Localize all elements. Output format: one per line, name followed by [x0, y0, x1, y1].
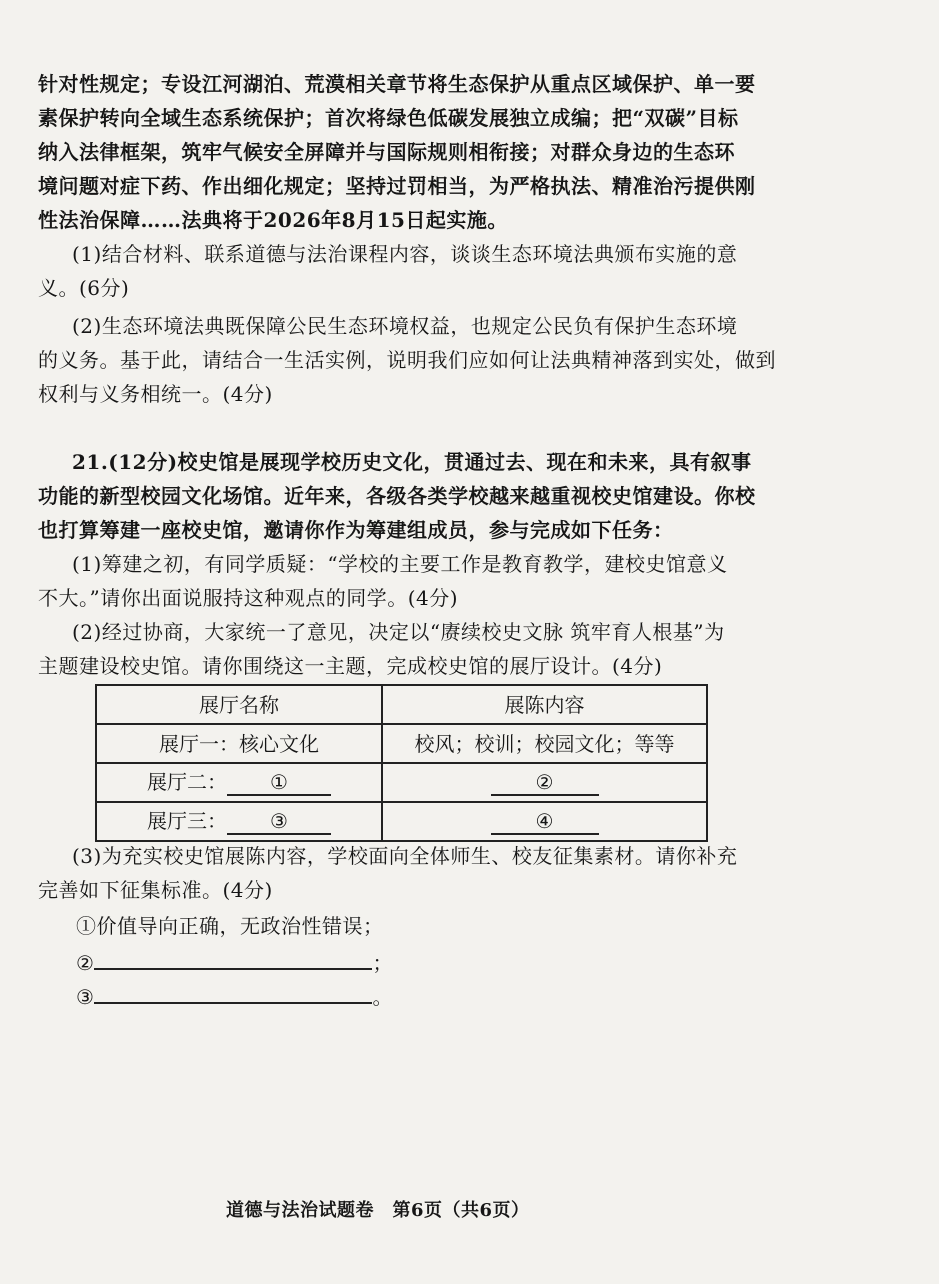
table-header-row [96, 685, 707, 724]
hall-2-content-cell [382, 763, 707, 802]
hall-2-name-cell [96, 763, 382, 802]
hall-3-content-cell [382, 802, 707, 841]
q20-sub2-line-2: 的义务。基于此，请结合一生活实例，说明我们应如何让法典精神落到实处，做到 [38, 348, 776, 372]
hall-1-content: 校风；校训；校园文化；等等 [382, 724, 707, 763]
header-hall-name: 展厅名称 [96, 685, 382, 724]
table-row [96, 724, 707, 763]
q20-sub1-line-1: (1)结合材料、联系道德与法治课程内容，谈谈生态环境法典颁布实施的意 [72, 242, 738, 266]
criterion-3-end: 。 [372, 985, 393, 1009]
q21-stem-line-2: 功能的新型校园文化场馆。近年来，各级各类学校越来越重视校史馆建设。你校 [38, 484, 756, 508]
q21-sub1-line-2: 不大。”请你出面说服持这种观点的同学。(4分) [38, 586, 459, 610]
table-row [96, 763, 707, 802]
hall-3-content-blank[interactable]: ④ [491, 809, 599, 835]
q21-stem-line-3: 也打算筹建一座校史馆，邀请你作为筹建组成员，参与完成如下任务： [38, 518, 674, 542]
hall-2-content-blank[interactable]: ② [491, 770, 599, 796]
material-line-5: 性法治保障……法典将于2026年8月15日起实施。 [38, 208, 508, 232]
criterion-3-marker: ③ [76, 985, 95, 1009]
material-line-4: 境问题对症下药、作出细化规定；坚持过罚相当，为严格执法、精准治污提供刚 [38, 174, 756, 198]
q20-sub1-line-2: 义。(6分) [38, 276, 130, 300]
criterion-2-row [76, 948, 393, 977]
material-line-1: 针对性规定；专设江河湖泊、荒漠相关章节将生态保护从重点区域保护、单一要 [38, 72, 756, 96]
material-line-3: 纳入法律框架，筑牢气候安全屏障并与国际规则相衔接；对群众身边的生态环 [38, 140, 735, 164]
criterion-2-end: ； [372, 951, 393, 975]
q20-sub2-line-3: 权利与义务相统一。(4分) [38, 382, 273, 406]
q21-stem-line-1: 21.(12分)校史馆是展现学校历史文化，贯通过去、现在和未来，具有叙事 [72, 450, 752, 474]
header-exhibit-content: 展陈内容 [382, 685, 707, 724]
page-footer: 道德与法治试题卷 第6页（共6页） [226, 1200, 530, 1221]
hall-2-label: 展厅二： [147, 769, 227, 794]
hall-3-name-blank[interactable]: ③ [227, 809, 331, 835]
criterion-3-row [76, 982, 393, 1011]
criterion-3-answer-blank[interactable] [94, 982, 372, 1004]
q21-sub2-line-1: (2)经过协商，大家统一了意见，决定以“赓续校史文脉 筑牢育人根基”为 [72, 620, 725, 644]
table-row [96, 802, 707, 841]
hall-3-label: 展厅三： [147, 808, 227, 833]
hall-1-name: 展厅一：核心文化 [96, 724, 382, 763]
q21-sub2-line-2: 主题建设校史馆。请你围绕这一主题，完成校史馆的展厅设计。(4分) [38, 654, 663, 678]
material-line-2: 素保护转向全域生态系统保护；首次将绿色低碳发展独立成编；把“双碳”目标 [38, 106, 739, 130]
q21-sub1-line-1: (1)筹建之初，有同学质疑：“学校的主要工作是教育教学，建校史馆意义 [72, 552, 728, 576]
q21-sub3-line-1: (3)为充实校史馆展陈内容，学校面向全体师生、校友征集素材。请你补充 [72, 844, 738, 868]
hall-3-name-cell [96, 802, 382, 841]
exhibition-hall-table [95, 684, 708, 842]
hall-2-name-blank[interactable]: ① [227, 770, 331, 796]
q20-sub2-line-1: (2)生态环境法典既保障公民生态环境权益，也规定公民负有保护生态环境 [72, 314, 738, 338]
criterion-1: ①价值导向正确，无政治性错误； [76, 914, 384, 938]
criterion-2-marker: ② [76, 951, 95, 975]
q21-sub3-line-2: 完善如下征集标准。(4分) [38, 878, 273, 902]
criterion-2-answer-blank[interactable] [94, 948, 372, 970]
